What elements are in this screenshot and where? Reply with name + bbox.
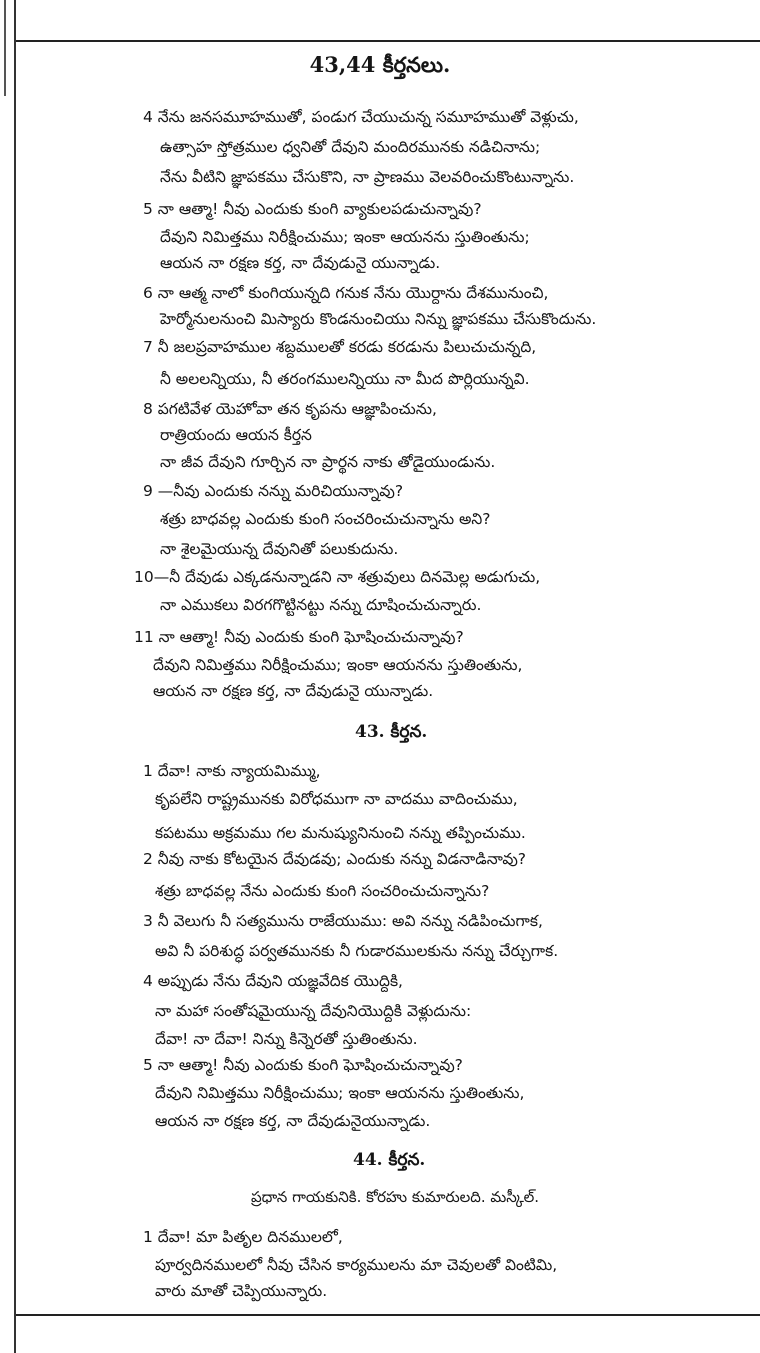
verse-line: నేను వీటిని జ్ఞాపకము చేసుకొని, నా ప్రాణము వెలవరించుకొంటున్నాను.: [160, 168, 575, 186]
verse-line: 11 నా ఆత్మా! నీవు ఎందుకు కుంగి ఘోషించుచున్నావు?: [134, 628, 464, 646]
verse-line: ఆయన నా రక్షణ కర్త, నా దేవుడునై యున్నాడు.: [153, 682, 434, 700]
verse-line: 5 నా ఆత్మా! నీవు ఎందుకు కుంగి వ్యాకులపడుచున్నావు?: [143, 200, 482, 218]
verse-line: 1 దేవా! నాకు న్యాయమిమ్ము,: [143, 762, 321, 780]
page-header: 43,44 కీర్తనలు.: [309, 52, 451, 77]
verse-line: 4 నేను జనసమూహముతో, పండుగ చేయుచున్న సమూహముతో వెళ్లుచు,: [143, 108, 579, 126]
verse-line: శత్రు బాధవల్ల నేను ఎందుకు కుంగి సంచరించుచున్నాను?: [155, 882, 490, 900]
verse-line: అవి నీ పరిశుద్ధ పర్వతమునకు నీ గుడారములకును నన్ను చేర్చుగాక.: [155, 942, 559, 960]
verse-line: ఆయన నా రక్షణ కర్త, నా దేవుడునైయున్నాడు.: [155, 1112, 431, 1130]
verse-line: నా ఎముకలు విరగగొట్టినట్టు నన్ను దూషించుచున్నారు.: [160, 596, 482, 614]
verse-line: 5 నా ఆత్మా! నీవు ఎందుకు కుంగి ఘోషించుచున్నావు?: [143, 1056, 463, 1074]
verse-line: దేవుని నిమిత్తము నిరీక్షించుము; ఇంకా ఆయనను స్తుతింతును,: [155, 1084, 525, 1102]
verse-line: 1 దేవా! మా పితృల దినములలో,: [143, 1228, 343, 1246]
psalm-superscription: ప్రధాన గాయకునికి. కోరహు కుమారులది. మస్కీల్.: [251, 1188, 539, 1206]
verse-line: 6 నా ఆత్మ నాలో కుంగియున్నది గనుక నేను యొర్దాను దేశమునుంచి,: [143, 284, 549, 302]
verse-line: కపటము అక్రమము గల మనుష్యునినుంచి నన్ను తప్పించుము.: [155, 824, 526, 842]
verse-line: శత్రు బాధవల్ల ఎందుకు కుంగి సంచరించుచున్నాను అని?: [160, 510, 491, 528]
verse-line: నా మహా సంతోషమైయున్న దేవునియొద్దికి వెళ్లుదును:: [155, 1002, 472, 1020]
verse-line: వారు మాతో చెప్పియున్నారు.: [155, 1282, 328, 1300]
verse-line: హెర్మోనులనుంచి మిస్యారు కొండనుంచియు నిన్ను జ్ఞాపకము చేసుకొందును.: [160, 310, 597, 328]
psalm-title: 43. కీర్తన.: [355, 722, 428, 742]
bottom-rule: [16, 1314, 760, 1316]
verse-line: 10—నీ దేవుడు ఎక్కడనున్నాడని నా శత్రువులు దినమెల్ల అడుగుచు,: [134, 568, 541, 586]
verse-line: 3 నీ వెలుగు నీ సత్యమును రాజేయుము: అవి నన్ను నడిపించుగాక,: [143, 912, 543, 930]
verse-line: దేవా! నా దేవా! నిన్ను కిన్నెరతో స్తుతింతును.: [155, 1030, 418, 1048]
verse-line: దేవుని నిమిత్తము నిరీక్షించుము; ఇంకా ఆయనను స్తుతింతును;: [160, 228, 530, 246]
verse-line: దేవుని నిమిత్తము నిరీక్షించుము; ఇంకా ఆయనను స్తుతింతును,: [153, 656, 523, 674]
verse-line: రాత్రియందు ఆయన కీర్తన: [160, 426, 312, 444]
verse-line: 9 —నీవు ఎందుకు నన్ను మరిచియున్నావు?: [143, 482, 404, 500]
verse-line: 7 నీ జలప్రవాహముల శబ్దములతో కరడు కరడును పిలుచుచున్నది,: [143, 338, 537, 356]
verse-line: 8 పగటివేళ యెహోవా తన కృపను ఆజ్ఞాపించును,: [143, 400, 437, 418]
left-margin-rule: [14, 0, 16, 1353]
psalm-title: 44. కీర్తన.: [353, 1150, 426, 1170]
verse-line: ఉత్సాహ స్తోత్రముల ధ్వనితో దేవుని మందిరమునకు నడిచినాను;: [160, 138, 541, 156]
verse-line: నా శైలమైయున్న దేవునితో పలుకుదును.: [160, 540, 399, 558]
verse-line: పూర్వదినములలో నీవు చేసిన కార్యములను మా చెవులతో వింటిమి,: [155, 1256, 558, 1274]
verse-line: నా జీవ దేవుని గూర్చిన నా ప్రార్థన నాకు తోడైయుండును.: [160, 453, 496, 471]
verse-line: ఆయన నా రక్షణ కర్త, నా దేవుడునై యున్నాడు.: [160, 254, 441, 272]
verse-line: 4 అప్పుడు నేను దేవుని యజ్ఞవేదిక యొద్దికి,: [143, 972, 403, 990]
verse-line: కృపలేని రాష్ట్రమునకు విరోధముగా నా వాదము వాదించుము,: [155, 790, 518, 808]
verse-line: 2 నీవు నాకు కోటయైన దేవుడవు; ఎందుకు నన్ను విడనాడినావు?: [143, 850, 527, 868]
top-rule: [16, 40, 760, 42]
verse-line: నీ అలలన్నియు, నీ తరంగములన్నియు నా మీద పొర్లియున్నవి.: [160, 370, 530, 388]
